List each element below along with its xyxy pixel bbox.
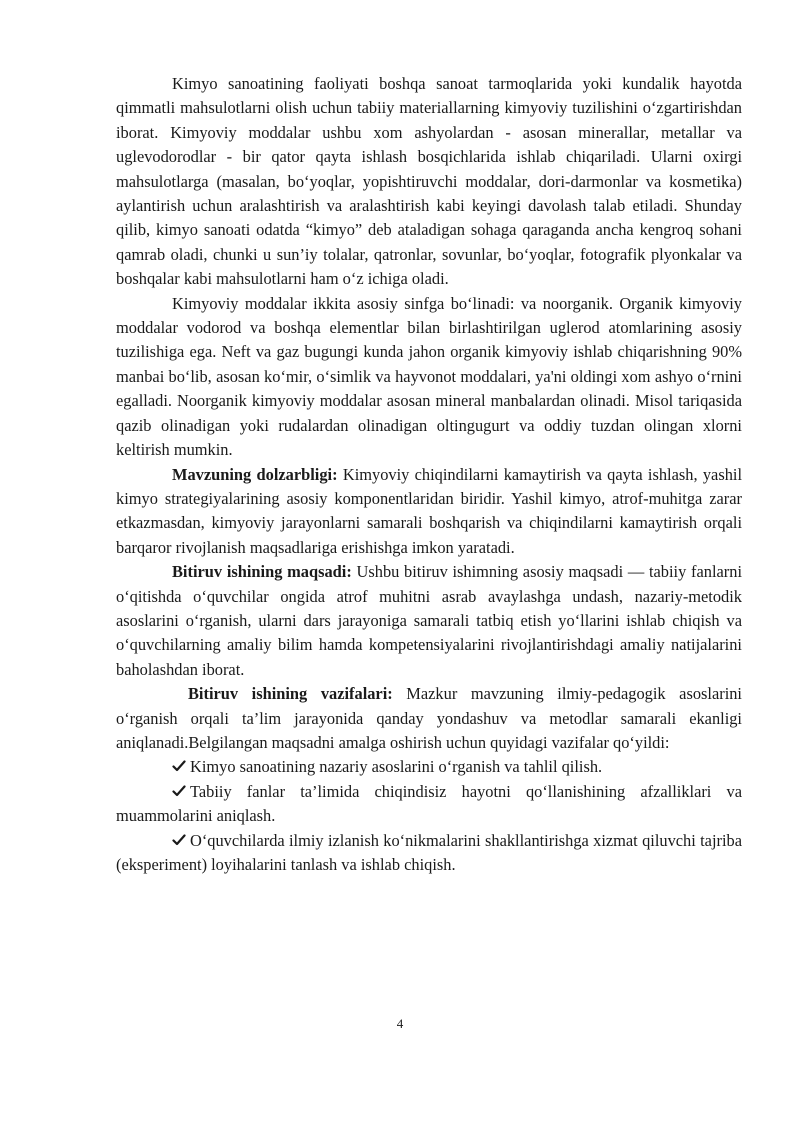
task-item (116, 755, 742, 779)
task-item (116, 829, 742, 878)
paragraph-chemical-classes: Kimyoviy moddalar ikkita asosiy sinfga bo‘linadi: va noorganik. Organik kimyoviy moddalar vodorod va boshqa elementlar bilan birlashtirilgan uglerod atomlarining asosiy tuzilishiga ega. Neft va gaz bugungi kunda jahon organik kimyoviy ishlab chiqarishning 90% manbai bo‘lib, asosan ko‘mir, o‘simlik va hayvonot moddalari, ya'ni oldingi xom ashyo o‘rnini egalladi. Noorganik kimyoviy moddalar asosan mineral manbalardan olinadi. Misol tariqasida qazib olinadigan yoki rudalardan olinadigan oltingugurt va oddiy tuzdan olingan xlorni keltirish mumkin. (116, 293, 742, 460)
task-text: Tabiiy fanlar ta’limida chiqindisiz hayotni qo‘llanishining afzalliklari va muammolarini aniqlash. (116, 781, 742, 826)
checkmark-icon (172, 833, 186, 847)
tasks-heading: Bitiruv ishining vazifalari: (188, 684, 393, 704)
document-body (116, 72, 742, 877)
task-text: O‘quvchilarda ilmiy izlanish ko‘nikmalarini shakllantirishga xizmat qiluvchi tajriba (eksperiment) loyihalarini tanlash va ishlab chiqish. (116, 830, 742, 874)
paragraph-chemical-industry: Kimyo sanoatining faoliyati boshqa sanoat tarmoqlarida yoki kundalik hayotda qimmatli mahsulotlarni olish uchun tabiiy materiallarning kimyoviy tuzilishini o‘zgartirishdan iborat. Kimyoviy moddalar ushbu xom ashyolardan - asosan minerallar, metallar va uglevodorodlar - bir qator qayta ishlash bosqichlarida ishlab chiqariladi. Ularni oxirgi mahsulotlarga (masalan, bo‘yoqlar, yopishtiruvchi moddalar, dori-darmonlar va kosmetika) aylantirish uchun aralashtirish va aralashtirish kabi keyingi davolash talab etiladi. Shunday qilib, kimyo sanoati odatda “kimyo” deb ataladigan sohaga qaraganda ancha kengroq sohani qamrab oladi, chunki u sun’iy tolalar, qatronlar, sovunlar, bo‘yoqlar, fotografik plyonkalar va boshqalar kabi mahsulotlarni ham o‘z ichiga oladi. (116, 74, 742, 289)
goal-heading: Bitiruv ishining maqsadi: (172, 562, 352, 582)
checkmark-icon (172, 759, 186, 773)
checkmark-icon (172, 784, 186, 798)
task-text: Kimyo sanoatining nazariy asoslarini o‘rganish va tahlil qilish. (190, 757, 603, 777)
paragraph-tasks (116, 682, 742, 755)
paragraph-goal (116, 560, 742, 682)
page-number: 4 (396, 1016, 404, 1031)
goal-text: Ushbu bitiruv ishimning asosiy maqsadi — tabiiy fanlarni o‘qitishda o‘quvchilar ongida atrof muhitni asrab avaylashga undash, nazariy-metodik asoslarini o‘rganish, ularni dars jarayoniga samarali tatbiq etish yo‘llarini ishlab chiqish va o‘quvchilarning amaliy bilim hamda kompetensiyalarini rivojlantirishdagi amaliy natijalarini baholashdan iborat. (116, 562, 742, 679)
relevance-text: Kimyoviy chiqindilarni kamaytirish va qayta ishlash, yashil kimyo strategiyalarining asosiy komponentlaridan biridir. Yashil kimyo, atrof-muhitga zarar etkazmasdan, kimyoviy jarayonlarni samarali boshqarish va chiqindilarni kamaytirish orqali barqaror rivojlanish maqsadlariga erishishga imkon yaratadi. (116, 464, 742, 557)
task-item (116, 780, 742, 829)
relevance-heading: Mavzuning dolzarbligi: (172, 464, 338, 484)
paragraph-relevance (116, 463, 742, 561)
tasks-text: Mazkur mavzuning ilmiy-pedagogik asoslarini o‘rganish orqali ta’lim jarayonida qanday yondashuv va metodlar samarali ekanligi aniqlanadi.Belgilangan maqsadni amalga oshirish uchun quyidagi vazifalar qo‘yildi: (116, 684, 742, 752)
